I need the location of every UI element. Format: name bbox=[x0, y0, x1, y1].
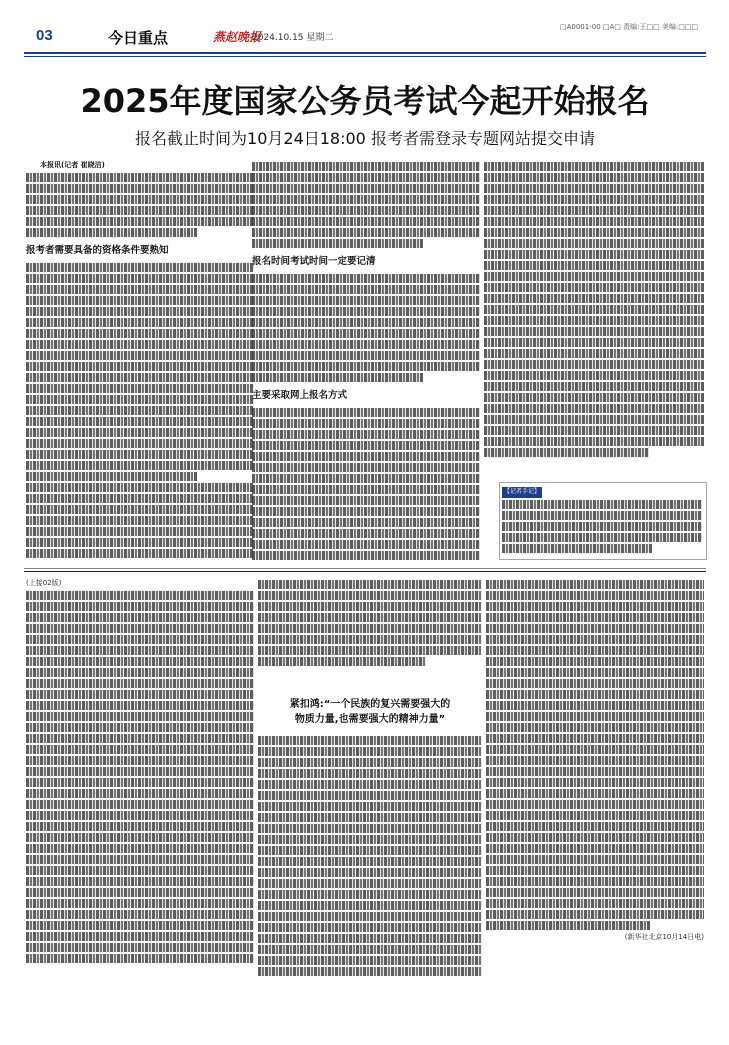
continued-label: (上接02版) bbox=[26, 579, 62, 587]
text-line bbox=[26, 228, 197, 237]
section-heading-2: 报名时间考试时间一定要记清 bbox=[252, 256, 376, 267]
section-divider-dark bbox=[24, 571, 706, 572]
page-number: 03 bbox=[36, 27, 53, 44]
intro-lead: 本报讯(记者 崔晓洁) bbox=[40, 161, 105, 169]
article-column-3 bbox=[484, 160, 704, 478]
header-rule-thin bbox=[24, 56, 706, 57]
editor-note-label: 【记者手记】 bbox=[502, 487, 542, 498]
section-divider bbox=[24, 568, 706, 569]
bottom-title-line-2: 物质力量,也需要强大的精神力量” bbox=[294, 714, 446, 725]
text-line bbox=[26, 173, 254, 182]
article-column-1 bbox=[26, 160, 254, 560]
bottom-column-1 bbox=[26, 578, 254, 1030]
bottom-title-line-1: 紧扣鸿:“一个民族的复兴需要强大的 bbox=[289, 699, 451, 710]
bottom-column-2 bbox=[258, 734, 482, 1030]
header-rule bbox=[24, 52, 706, 54]
page-header bbox=[0, 20, 729, 54]
headline: 2025年度国家公务员考试今起开始报名 bbox=[80, 82, 650, 120]
end-note: (新华社北京10月14日电) bbox=[624, 933, 704, 941]
newspaper-logo: 燕赵晚报 bbox=[213, 30, 262, 44]
section-title: 今日重点 bbox=[108, 29, 169, 47]
editor-meta: □A0001-00 □A□ 责编:王□□ 美编:□□□ bbox=[560, 23, 699, 31]
bottom-column-3 bbox=[486, 578, 704, 1030]
article-column-2 bbox=[252, 160, 480, 560]
section-heading-3: 主要采取网上报名方式 bbox=[252, 390, 348, 401]
bottom-column-2-top bbox=[258, 578, 482, 688]
text-line bbox=[26, 206, 254, 215]
section-heading-1: 报考者需要具备的资格条件要熟知 bbox=[26, 245, 169, 257]
bottom-article-title bbox=[266, 697, 474, 727]
text-line bbox=[26, 195, 254, 204]
text-line bbox=[26, 184, 254, 193]
text-line bbox=[26, 217, 254, 226]
subheadline: 报名截止时间为10月24日18:00 报考者需登录专题网站提交申请 bbox=[135, 129, 595, 148]
issue-date: 2024.10.15 星期二 bbox=[252, 33, 334, 43]
editor-note bbox=[502, 486, 702, 555]
